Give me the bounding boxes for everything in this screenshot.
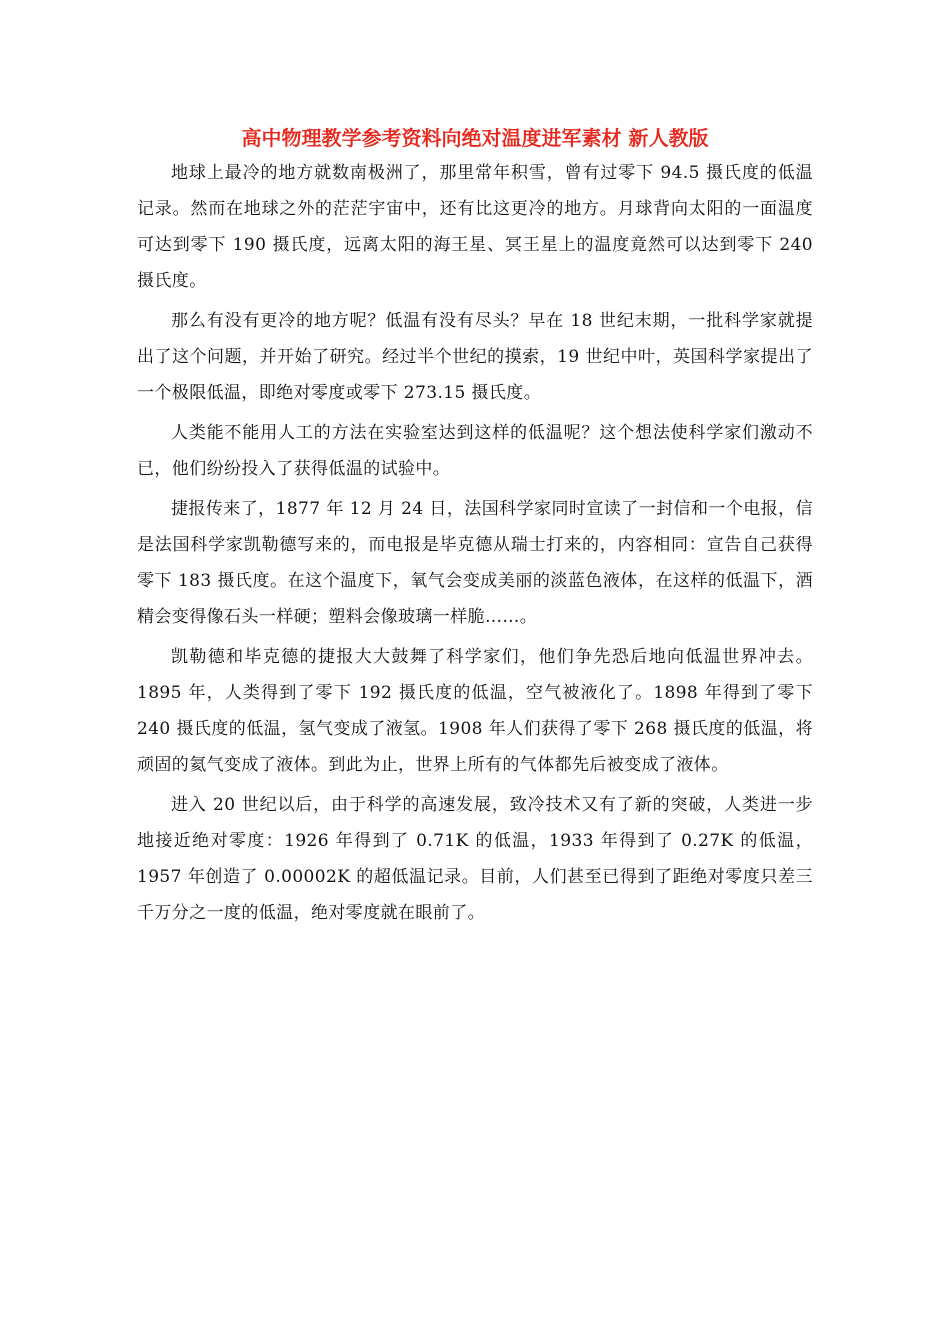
paragraph-3: 人类能不能用人工的方法在实验室达到这样的低温呢？这个想法使科学家们激动不已，他们纷纷投入了获得低温的试验中。 — [137, 423, 813, 479]
paragraph-5: 凯勒德和毕克德的捷报大大鼓舞了科学家们，他们争先恐后地向低温世界冲去。1895 年，人类得到了零下 192 摄氏度的低温，空气被液化了。1898 年得到了零下 240 摄氏度的低温，氢气变成了液氢。1908 年人们获得了零下 268 摄氏度的低温，将顽固的氦气变成了液体。到此为止，世界上所有的气体都先后被变成了液体。 — [137, 647, 813, 775]
document-title: 高中物理教学参考资料向绝对温度进军素材 新人教版 — [241, 126, 709, 150]
paragraph-2: 那么有没有更冷的地方呢？低温有没有尽头？早在 18 世纪末期，一批科学家就提出了这个问题，并开始了研究。经过半个世纪的摸索，19 世纪中叶，英国科学家提出了一个极限低温，即绝对零度或零下 273.15 摄氏度。 — [137, 311, 813, 403]
paragraph-6: 进入 20 世纪以后，由于科学的高速发展，致冷技术又有了新的突破，人类进一步地接近绝对零度：1926 年得到了 0.71K 的低温，1933 年得到了 0.27K 的低温，1957 年创造了 0.00002K 的超低温记录。目前，人们甚至已得到了距绝对零度只差三千万分之一度的低温，绝对零度就在眼前了。 — [137, 795, 813, 923]
paragraph-4: 捷报传来了，1877 年 12 月 24 日，法国科学家同时宣读了一封信和一个电报，信是法国科学家凯勒德写来的，而电报是毕克德从瑞士打来的，内容相同：宣告自己获得零下 183 摄氏度。在这个温度下，氧气会变成美丽的淡蓝色液体，在这样的低温下，酒精会变得像石头一样硬；塑料会像玻璃一样脆……。 — [137, 499, 813, 627]
paragraph-1: 地球上最冷的地方就数南极洲了，那里常年积雪，曾有过零下 94.5 摄氏度的低温记录。然而在地球之外的茫茫宇宙中，还有比这更冷的地方。月球背向太阳的一面温度可达到零下 190 摄氏度，远离太阳的海王星、冥王星上的温度竟然可以达到零下 240 摄氏度。 — [137, 163, 813, 291]
document-body — [137, 155, 813, 935]
